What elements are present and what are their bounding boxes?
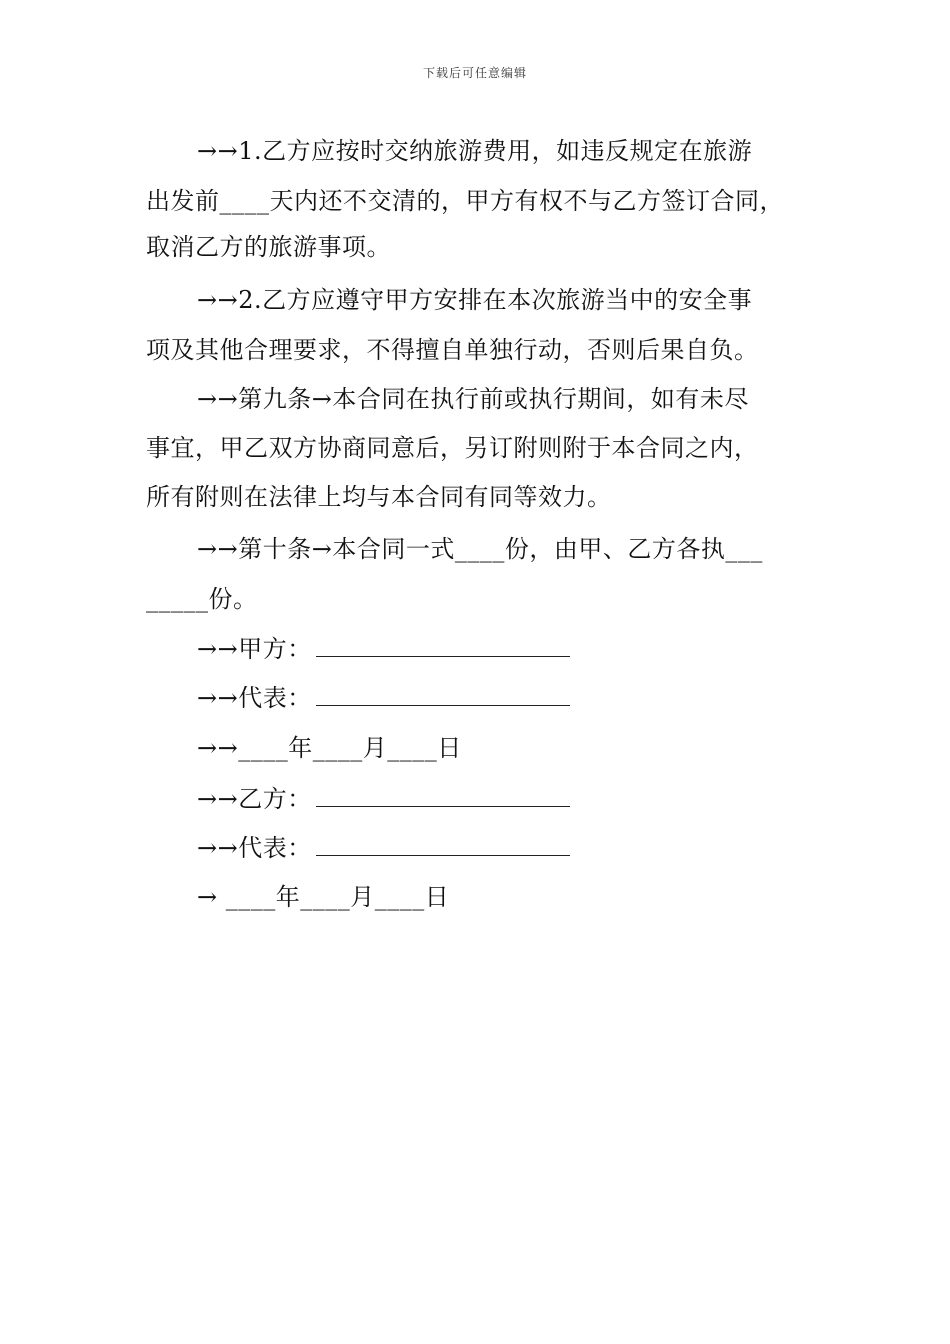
party-a-label: →→甲方：	[197, 635, 312, 663]
article-10-line-2: _____份。	[146, 585, 258, 613]
party-a-signature-row	[197, 634, 887, 664]
rep-a-signature-field[interactable]	[316, 685, 570, 706]
party-b-label: →→乙方：	[197, 785, 312, 813]
clause-2-line-1: →→2.乙方应遵守甲方安排在本次旅游当中的安全事	[197, 286, 753, 314]
clause-1-line-2: 出发前____天内还不交清的，甲方有权不与乙方签订合同，	[146, 187, 784, 215]
date-b-line: → ____年____月____日	[197, 883, 450, 911]
rep-b-signature-field[interactable]	[316, 835, 570, 856]
article-9-line-2: 事宜，甲乙双方协商同意后，另订附则附于本合同之内，	[146, 434, 759, 462]
clause-1-line-3: 取消乙方的旅游事项。	[146, 233, 391, 261]
article-9-line-1: →→第九条→本合同在执行前或执行期间，如有未尽	[197, 385, 749, 413]
party-b-signature-field[interactable]	[316, 786, 570, 807]
clause-1-line-1: →→1.乙方应按时交纳旅游费用，如违反规定在旅游	[197, 137, 753, 165]
page-header: 下载后可任意编辑	[422, 66, 527, 80]
rep-b-signature-row	[197, 833, 887, 863]
date-a-line: →→____年____月____日	[197, 734, 462, 762]
rep-a-signature-row	[197, 683, 887, 713]
party-a-signature-field[interactable]	[316, 636, 570, 657]
article-10-line-1: →→第十条→本合同一式____份，由甲、乙方各执___	[197, 535, 763, 563]
rep-a-label: →→代表：	[197, 684, 312, 712]
article-9-line-3: 所有附则在法律上均与本合同有同等效力。	[146, 483, 612, 511]
clause-2-line-2: 项及其他合理要求，不得擅自单独行动，否则后果自负。	[146, 336, 759, 364]
rep-b-label: →→代表：	[197, 834, 312, 862]
party-b-signature-row	[197, 784, 887, 814]
